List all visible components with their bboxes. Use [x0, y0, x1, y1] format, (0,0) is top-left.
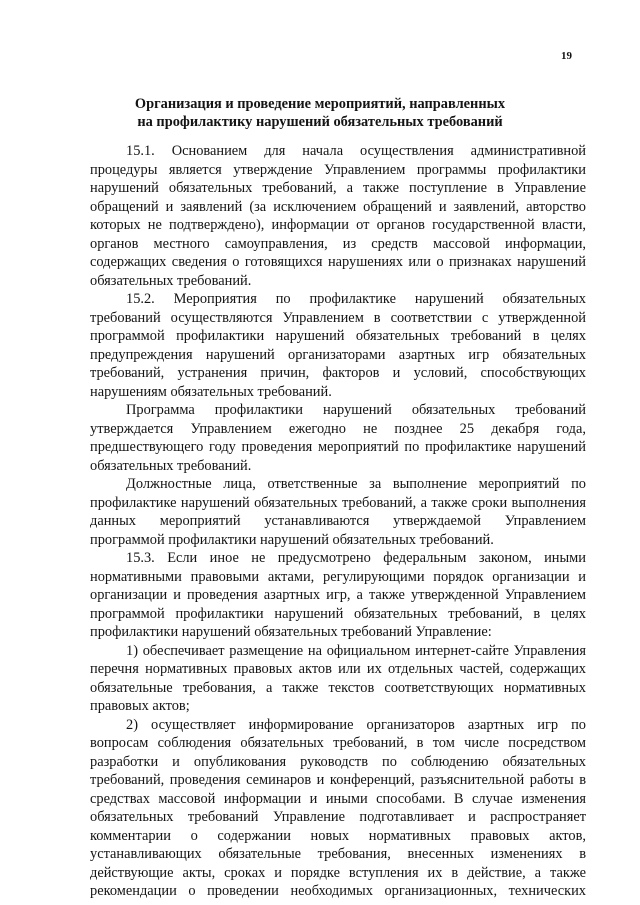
page-number: 19: [561, 50, 572, 62]
text-line: 15.1. Основанием для начала осуществления административной: [126, 143, 586, 159]
text-line: Должностные лица, ответственные за выполнение мероприятий по: [126, 476, 586, 492]
text-line: требований осуществляются Управлением в соответствии с утвержденной: [90, 309, 586, 326]
text-line: средствах массовой информации и иными способами. В случае изменения: [90, 790, 586, 807]
section-title-line: Организация и проведение мероприятий, направленных: [134, 96, 506, 112]
text-line: данных мероприятий устанавливаются утверждаемой Управлением: [90, 513, 586, 529]
text-line: программой профилактики нарушений обязательных требований.: [90, 531, 494, 548]
section-title: [80, 95, 560, 131]
text-line: органов местного самоуправления, из средств массовой информации,: [90, 235, 586, 252]
text-line: которых не подтверждено), информации от органов государственной власти,: [90, 217, 586, 233]
text-line: обязательных требований.: [90, 272, 252, 289]
text-line: предшествующего году проведения мероприятий по профилактике нарушений: [90, 439, 586, 455]
text-line: 1) обеспечивает размещение на официальном интернет-сайте Управления: [126, 642, 586, 659]
text-line: перечня нормативных правовых актов или их отдельных частей, содержащих: [90, 661, 586, 677]
text-line: обязательных требований.: [90, 457, 252, 474]
text-line: организации и проведения азартных игр, а также утвержденной Управлением: [90, 587, 586, 603]
text-line: обязательные требования, а также текстов соответствующих нормативных: [90, 679, 586, 696]
text-line: разработки и опубликования руководств по соблюдению обязательных: [90, 753, 586, 770]
text-line: правовых актов;: [90, 698, 190, 714]
text-line: 15.3. Если иное не предусмотрено федеральным законом, иными: [126, 550, 586, 566]
text-line: 2) осуществляет информирование организаторов азартных игр по: [126, 716, 586, 733]
text-line: профилактике нарушений обязательных требований, а также сроки выполнения: [90, 494, 586, 511]
text-line: программой профилактики нарушений обязательных требований, в целях: [90, 605, 586, 622]
text-line: утверждается Управлением ежегодно не позднее 25 декабря года,: [90, 420, 586, 437]
text-line: 15.2. Мероприятия по профилактике нарушений обязательных: [126, 291, 586, 307]
text-line: процедуры является утверждение Управлением программы профилактики: [90, 161, 586, 178]
text-line: требований, проведения семинаров и конференций, разъяснительной работы в: [90, 772, 586, 788]
text-line: предупреждения нарушений организаторами азартных игр обязательных: [90, 346, 586, 363]
text-line: профилактики нарушений обязательных требований Управление:: [90, 624, 492, 640]
text-line: обязательных требований Управление подготавливает и распространяет: [90, 809, 586, 825]
text-line: нарушениям обязательных требований.: [90, 383, 332, 400]
text-line: комментарии о содержании новых нормативных правовых актов,: [90, 827, 586, 844]
text-line: устанавливающих обязательные требования, внесенных изменениях в: [90, 846, 586, 862]
text-line: вопросам соблюдения обязательных требований, в том числе посредством: [90, 735, 586, 751]
text-line: требований, устранения причин, факторов и условий, способствующих: [90, 365, 586, 381]
text-line: нормативными правовыми актами, регулирующими порядок организации и: [90, 568, 586, 585]
text-line: обращений и заявлений (за исключением обращений и заявлений, авторство: [90, 198, 586, 215]
text-line: содержащих сведения о готовящихся нарушениях или о признаках нарушений: [90, 254, 586, 270]
section-title-line: на профилактику нарушений обязательных требований: [137, 114, 503, 130]
text-line: нарушений обязательных требований, а также поступление в Управление: [90, 180, 586, 196]
text-line: Программа профилактики нарушений обязательных требований: [126, 402, 586, 418]
document-body: [90, 142, 586, 901]
text-line: рекомендации о проведении необходимых организационных, технических: [90, 883, 586, 899]
text-line: программой профилактики нарушений обязательных требований в целях: [90, 328, 586, 344]
text-line: действующие акты, сроках и порядке вступления их в действие, а также: [90, 864, 586, 881]
